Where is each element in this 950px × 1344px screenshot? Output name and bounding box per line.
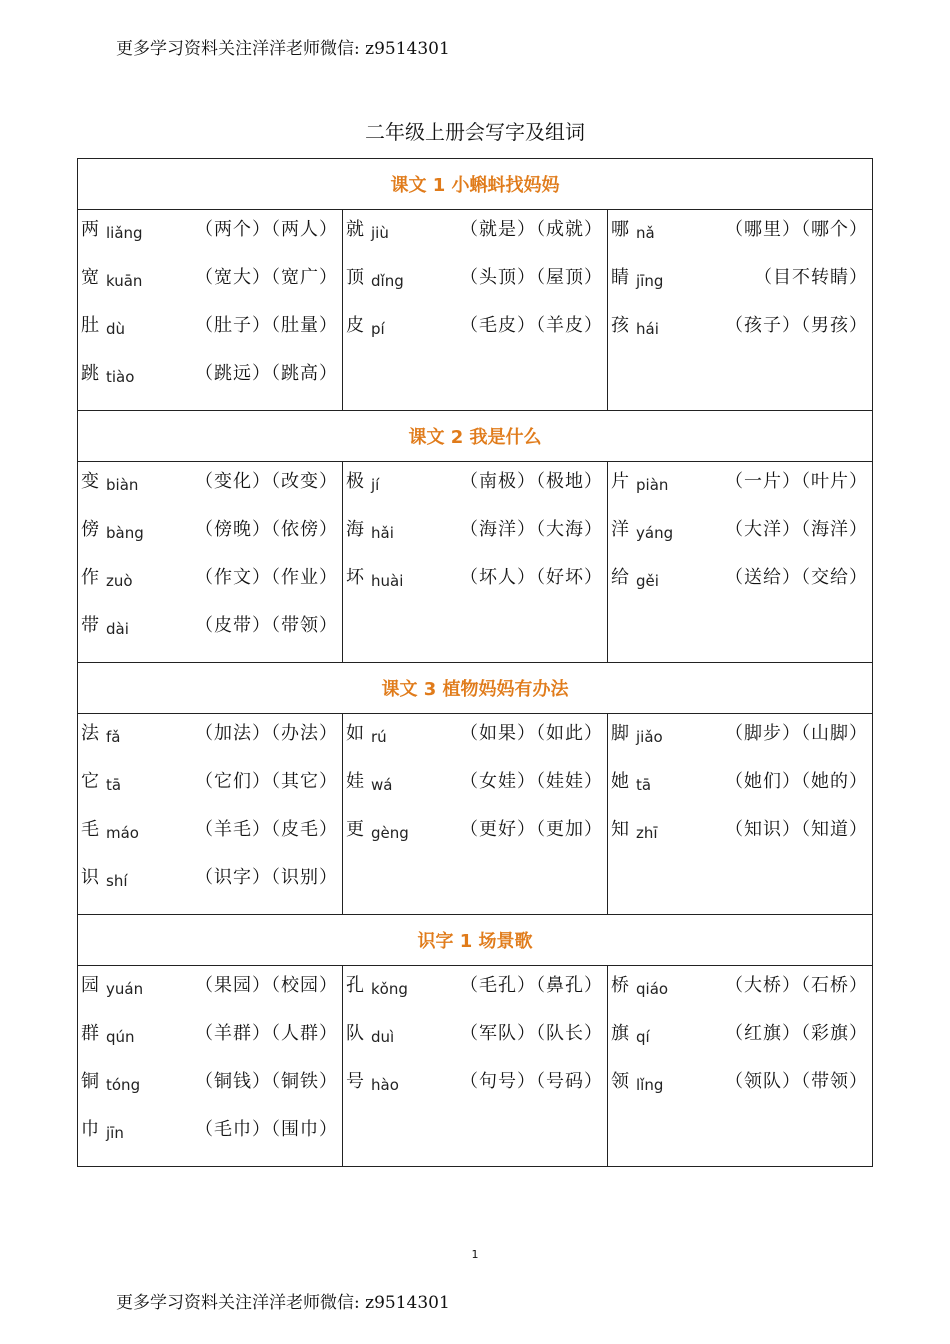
character-entry (343, 810, 607, 858)
footer-note: 更多学习资料关注洋洋老师微信: z9514301 (116, 1293, 450, 1313)
pinyin-reading: jīng (636, 272, 664, 290)
character-entry (78, 210, 342, 258)
character-entry (78, 714, 342, 762)
word-examples: （更好）（更加） (460, 819, 603, 840)
hanzi-character: 两 (81, 219, 99, 240)
word-examples: （军队）（队长） (460, 1023, 603, 1044)
word-examples: （大桥）（石桥） (725, 975, 868, 996)
hanzi-character: 旗 (611, 1023, 629, 1044)
pinyin-reading: yáng (636, 524, 674, 542)
pinyin-reading: lǐng (636, 1076, 664, 1094)
pinyin-reading: qún (106, 1028, 135, 1046)
character-entry (343, 462, 607, 510)
word-examples: （句号）（号码） (460, 1071, 603, 1092)
pinyin-reading: jīn (106, 1124, 124, 1142)
character-entry (78, 810, 342, 858)
character-entry (608, 462, 872, 510)
hanzi-character: 作 (81, 567, 99, 588)
hanzi-character: 变 (81, 471, 99, 492)
vocab-table (77, 158, 873, 1167)
pinyin-reading: rú (371, 728, 387, 746)
hanzi-character: 就 (346, 219, 364, 240)
character-column (78, 462, 343, 663)
pinyin-reading: jiǎo (636, 728, 663, 746)
character-entry (343, 966, 607, 1014)
word-examples: （皮带）（带领） (195, 615, 338, 636)
character-entry (343, 714, 607, 762)
hanzi-character: 园 (81, 975, 99, 996)
hanzi-character: 群 (81, 1023, 99, 1044)
word-examples: （作文）（作业） (195, 567, 338, 588)
character-entry (343, 1014, 607, 1062)
hanzi-character: 宽 (81, 267, 99, 288)
hanzi-character: 傍 (81, 519, 99, 540)
lesson-title: 课文 3 植物妈妈有办法 (78, 663, 873, 714)
character-column (608, 714, 873, 915)
header-note: 更多学习资料关注洋洋老师微信: z9514301 (116, 39, 450, 59)
character-entry (78, 258, 342, 306)
pinyin-reading: dǐng (371, 272, 404, 290)
pinyin-reading: bàng (106, 524, 144, 542)
character-entry (78, 510, 342, 558)
character-entry (343, 1062, 607, 1110)
pinyin-reading: qí (636, 1028, 650, 1046)
word-examples: （哪里）（哪个） (725, 219, 868, 240)
pinyin-reading: piàn (636, 476, 669, 494)
pinyin-reading: huài (371, 572, 404, 590)
hanzi-character: 她 (611, 771, 629, 792)
word-examples: （脚步）（山脚） (725, 723, 868, 744)
pinyin-reading: hào (371, 1076, 399, 1094)
hanzi-character: 睛 (611, 267, 629, 288)
character-column (343, 714, 608, 915)
word-examples: （它们）（其它） (195, 771, 338, 792)
pinyin-reading: kǒng (371, 980, 408, 998)
word-examples: （毛孔）（鼻孔） (460, 975, 603, 996)
word-examples: （头顶）（屋顶） (460, 267, 603, 288)
hanzi-character: 坏 (346, 567, 364, 588)
pinyin-reading: dù (106, 320, 126, 338)
character-entry (78, 1110, 342, 1158)
page-number: 1 (471, 1248, 479, 1261)
character-entry (608, 510, 872, 558)
word-examples: （肚子）（肚量） (195, 315, 338, 336)
hanzi-character: 识 (81, 867, 99, 888)
character-entry (78, 306, 342, 354)
pinyin-reading: yuán (106, 980, 144, 998)
hanzi-character: 更 (346, 819, 364, 840)
word-examples: （加法）（办法） (195, 723, 338, 744)
hanzi-character: 皮 (346, 315, 364, 336)
pinyin-reading: qiáo (636, 980, 669, 998)
character-entry (608, 1014, 872, 1062)
pinyin-reading: tā (636, 776, 652, 794)
hanzi-character: 知 (611, 819, 629, 840)
pinyin-reading: jí (371, 476, 380, 494)
word-examples: （变化）（改变） (195, 471, 338, 492)
character-column (343, 462, 608, 663)
word-examples: （一片）（叶片） (725, 471, 868, 492)
word-examples: （傍晚）（依傍） (195, 519, 338, 540)
word-examples: （如果）（如此） (460, 723, 603, 744)
pinyin-reading: nǎ (636, 224, 655, 242)
pinyin-reading: wá (371, 776, 393, 794)
word-examples: （领队）（带领） (725, 1071, 868, 1092)
hanzi-character: 肚 (81, 315, 99, 336)
character-column (343, 210, 608, 411)
word-examples: （她们）（她的） (725, 771, 868, 792)
hanzi-character: 洋 (611, 519, 629, 540)
pinyin-reading: hǎi (371, 524, 394, 542)
pinyin-reading: gèng (371, 824, 409, 842)
pinyin-reading: liǎng (106, 224, 143, 242)
character-column (343, 966, 608, 1167)
hanzi-character: 法 (81, 723, 99, 744)
lesson-title: 课文 1 小蝌蚪找妈妈 (78, 159, 873, 210)
pinyin-reading: hái (636, 320, 659, 338)
hanzi-character: 号 (346, 1071, 364, 1092)
pinyin-reading: zuò (106, 572, 133, 590)
hanzi-character: 孔 (346, 975, 364, 996)
character-entry (78, 858, 342, 906)
hanzi-character: 给 (611, 567, 629, 588)
hanzi-character: 孩 (611, 315, 629, 336)
word-examples: （女娃）（娃娃） (460, 771, 603, 792)
character-entry (78, 966, 342, 1014)
pinyin-reading: shí (106, 872, 128, 890)
hanzi-character: 巾 (81, 1119, 99, 1140)
word-examples: （孩子）（男孩） (725, 315, 868, 336)
word-examples: （识字）（识别） (195, 867, 338, 888)
hanzi-character: 顶 (346, 267, 364, 288)
word-examples: （羊毛）（皮毛） (195, 819, 338, 840)
hanzi-character: 队 (346, 1023, 364, 1044)
lesson-title: 识字 1 场景歌 (78, 915, 873, 966)
word-examples: （毛皮）（羊皮） (460, 315, 603, 336)
hanzi-character: 桥 (611, 975, 629, 996)
character-column (78, 714, 343, 915)
pinyin-reading: gěi (636, 572, 659, 590)
word-examples: （就是）（成就） (460, 219, 603, 240)
word-examples: （铜钱）（铜铁） (195, 1071, 338, 1092)
pinyin-reading: dài (106, 620, 129, 638)
hanzi-character: 海 (346, 519, 364, 540)
character-entry (608, 810, 872, 858)
pinyin-reading: duì (371, 1028, 395, 1046)
pinyin-reading: fǎ (106, 728, 121, 746)
character-column (608, 210, 873, 411)
character-entry (78, 354, 342, 402)
document-title: 二年级上册会写字及组词 (365, 120, 585, 144)
character-entry (78, 1014, 342, 1062)
character-entry (78, 558, 342, 606)
character-entry (343, 258, 607, 306)
hanzi-character: 如 (346, 723, 364, 744)
hanzi-character: 领 (611, 1071, 629, 1092)
character-entry (78, 606, 342, 654)
word-examples: （南极）（极地） (460, 471, 603, 492)
character-entry (343, 210, 607, 258)
character-entry (78, 462, 342, 510)
pinyin-reading: jiù (371, 224, 389, 242)
pinyin-reading: máo (106, 824, 139, 842)
word-examples: （知识）（知道） (725, 819, 868, 840)
character-entry (608, 966, 872, 1014)
hanzi-character: 跳 (81, 363, 99, 384)
hanzi-character: 娃 (346, 771, 364, 792)
hanzi-character: 脚 (611, 723, 629, 744)
hanzi-character: 哪 (611, 219, 629, 240)
word-examples: （目不转睛） (754, 267, 868, 288)
character-column (608, 966, 873, 1167)
hanzi-character: 毛 (81, 819, 99, 840)
word-examples: （毛巾）（围巾） (195, 1119, 338, 1140)
pinyin-reading: tiào (106, 368, 135, 386)
word-examples: （两个）（两人） (195, 219, 338, 240)
character-entry (343, 762, 607, 810)
character-entry (608, 558, 872, 606)
pinyin-reading: kuān (106, 272, 143, 290)
pinyin-reading: pí (371, 320, 385, 338)
character-entry (343, 510, 607, 558)
character-column (608, 462, 873, 663)
hanzi-character: 片 (611, 471, 629, 492)
character-entry (343, 558, 607, 606)
lesson-title: 课文 2 我是什么 (78, 411, 873, 462)
character-entry (78, 1062, 342, 1110)
character-entry (78, 762, 342, 810)
character-entry (608, 306, 872, 354)
word-examples: （果园）（校园） (195, 975, 338, 996)
pinyin-reading: zhī (636, 824, 658, 842)
hanzi-character: 极 (346, 471, 364, 492)
pinyin-reading: biàn (106, 476, 139, 494)
character-entry (608, 762, 872, 810)
hanzi-character: 它 (81, 771, 99, 792)
character-entry (608, 258, 872, 306)
character-column (78, 966, 343, 1167)
word-examples: （红旗）（彩旗） (725, 1023, 868, 1044)
word-examples: （海洋）（大海） (460, 519, 603, 540)
character-column (78, 210, 343, 411)
pinyin-reading: tóng (106, 1076, 141, 1094)
word-examples: （羊群）（人群） (195, 1023, 338, 1044)
hanzi-character: 带 (81, 615, 99, 636)
word-examples: （坏人）（好坏） (460, 567, 603, 588)
character-entry (608, 210, 872, 258)
word-examples: （跳远）（跳高） (195, 363, 338, 384)
character-entry (608, 714, 872, 762)
character-entry (343, 306, 607, 354)
pinyin-reading: tā (106, 776, 122, 794)
word-examples: （大洋）（海洋） (725, 519, 868, 540)
hanzi-character: 铜 (81, 1071, 99, 1092)
word-examples: （宽大）（宽广） (195, 267, 338, 288)
word-examples: （送给）（交给） (725, 567, 868, 588)
character-entry (608, 1062, 872, 1110)
